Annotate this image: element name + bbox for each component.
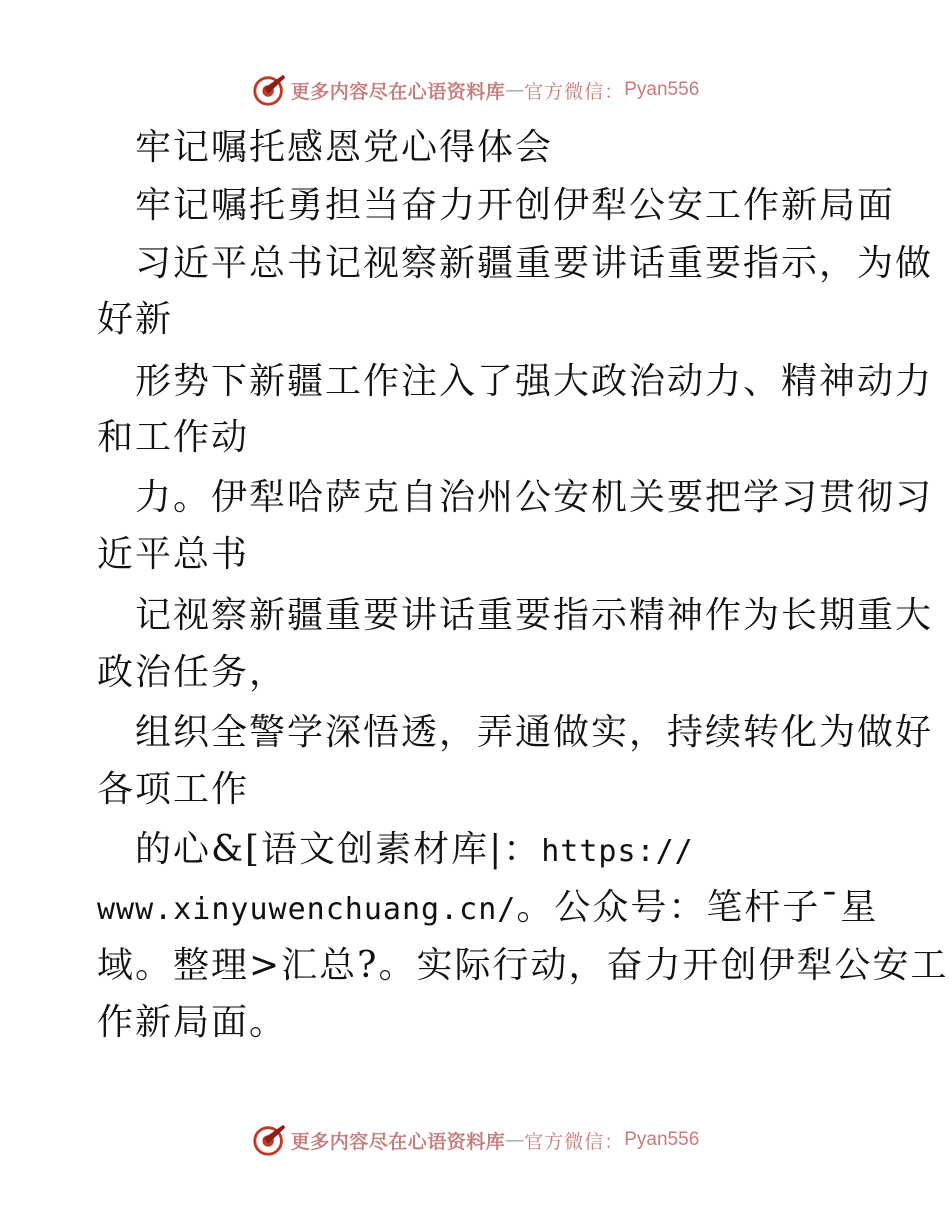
footer-banner <box>0 1120 950 1160</box>
source-url-part: https:// <box>541 834 694 869</box>
footer-contact-id: Pyan556 <box>624 1129 700 1150</box>
source-url: www.xinyuwenchuang.cn/ <box>97 892 517 927</box>
paragraph-line: 近平总书 <box>97 534 250 575</box>
paragraph-line <box>135 828 694 874</box>
paragraph-line: 组织全警学深悟透，弄通做实，持续转化为做好 <box>135 712 934 753</box>
document-title: 牢记嘱托感恩党心得体会 <box>135 127 554 168</box>
footer-contact-label: 官方微信： <box>524 1130 625 1153</box>
paragraph-line <box>97 886 878 932</box>
document-subtitle: 牢记嘱托勇担当奋力开创伊犁公安工作新局面 <box>135 185 896 226</box>
paragraph-line: 政治任务， <box>97 652 288 693</box>
paragraph-text: 的心&[语文创素材库|： <box>135 829 542 870</box>
paragraph-text: 。公众号：笔杆子¯星 <box>516 887 879 928</box>
paragraph-line: 作新局面。 <box>97 1002 288 1043</box>
footer-dash: — <box>505 1129 525 1151</box>
footer-site-name: 更多内容尽在心语资料库 <box>290 1130 506 1153</box>
paragraph-line: 形势下新疆工作注入了强大政治动力、精神动力 <box>135 361 934 402</box>
paragraph-line: 域。整理>汇总?。实际行动，奋力开创伊犁公安工 <box>97 945 949 986</box>
paragraph-line: 习近平总书记视察新疆重要讲话重要指示，为做 <box>135 243 934 284</box>
header-dash: — <box>505 79 525 101</box>
paragraph-line: 各项工作 <box>97 769 250 810</box>
header-site-name: 更多内容尽在心语资料库 <box>290 80 506 103</box>
header-contact-label: 官方微信： <box>524 80 625 103</box>
paragraph-line: 记视察新疆重要讲话重要指示精神作为长期重大 <box>135 595 934 636</box>
pen-logo-icon <box>251 1121 289 1159</box>
paragraph-line: 力。伊犁哈萨克自治州公安机关要把学习贯彻习 <box>135 477 934 518</box>
header-contact-id: Pyan556 <box>624 79 700 100</box>
paragraph-line: 好新 <box>97 299 174 340</box>
paragraph-line: 和工作动 <box>97 417 250 458</box>
